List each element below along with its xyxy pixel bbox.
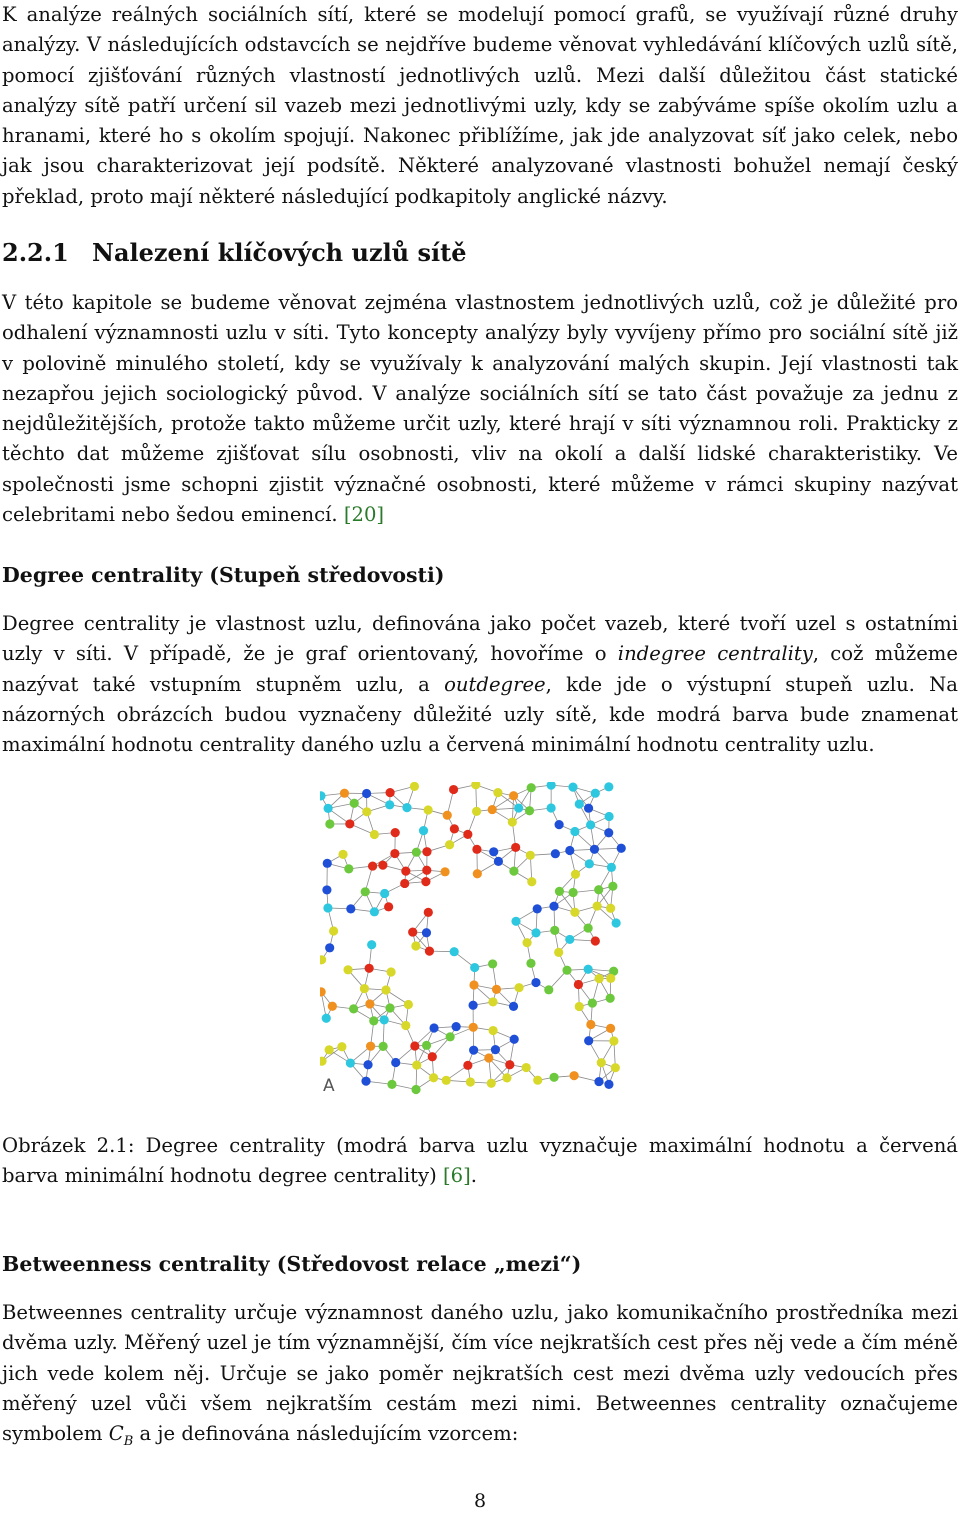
network-node (584, 1036, 593, 1045)
network-node (555, 887, 564, 896)
intro-paragraph: K analýze reálných sociálních sítí, které se modelují pomocí grafů, se využívají různé druhy analýzy. V následujících odstavcích se nejdříve budeme věnovat vyhledávání klíčových uzlů sítě, pomocí zjišťování různých vlastností jednotlivých uzlů. Mezi další důležitou část statické analýzy sítě patří určení sil vazeb mezi jednotlivými uzly, kdy se zabýváme spíše okolím uzlu a hranami, které ho s okolím spojují. Nakonec přiblížíme, jak jde analyzovat síť jako celek, nebo jak jsou charakterizovat její podsítě. Některé analyzované vlastnosti bohužel nemají český překlad, proto mají některé následující podkapitoly anglické názvy. (2, 3, 958, 208)
network-node (554, 948, 563, 957)
network-node (594, 885, 603, 894)
network-node (428, 1052, 437, 1061)
network-node (449, 785, 458, 794)
caption-citation-link[interactable]: [6] (442, 1164, 471, 1188)
network-node (452, 1022, 461, 1031)
network-node (463, 830, 472, 839)
network-figure (320, 782, 632, 1100)
network-node (473, 869, 482, 878)
network-node (588, 998, 597, 1007)
network-node (422, 928, 431, 937)
network-node (468, 1001, 477, 1010)
network-node (549, 902, 558, 911)
network-node (422, 847, 431, 856)
network-node (365, 964, 374, 973)
network-node (344, 864, 353, 873)
caption-text: Obrázek 2.1: Degree centrality (modrá barva uzlu vyznačuje maximální hodnotu a červená barva minimální hodnotu degree centrality) (2, 1134, 958, 1188)
network-node (340, 789, 349, 798)
network-node (323, 859, 332, 868)
network-node (484, 1053, 493, 1062)
network-node (412, 1060, 421, 1069)
network-node (362, 789, 371, 798)
network-node (463, 1061, 472, 1070)
network-node (370, 830, 379, 839)
network-node (379, 1042, 388, 1051)
network-node (531, 978, 540, 987)
network-node (408, 927, 417, 936)
network-node (570, 827, 579, 836)
network-node (381, 985, 390, 994)
network-node (568, 783, 577, 792)
section-number: 2.2.1 (2, 238, 69, 267)
network-node (470, 963, 479, 972)
network-node (329, 926, 338, 935)
network-node (604, 1080, 613, 1089)
network-node (425, 947, 434, 956)
network-node (606, 904, 615, 913)
network-node (322, 1014, 331, 1023)
network-node (350, 799, 359, 808)
network-node (429, 1073, 438, 1082)
degree-paragraph (2, 609, 958, 760)
network-node (505, 1060, 514, 1069)
network-node (593, 901, 602, 910)
network-node (511, 917, 520, 926)
network-node (585, 859, 594, 868)
betweenness-text-b: a je definována následujícím vzorcem: (133, 1422, 519, 1446)
network-node (586, 1020, 595, 1029)
network-node (424, 805, 433, 814)
degree-text-b: , což můžeme nazývat také vstupním stupněm uzlu, a (2, 642, 958, 696)
network-node (494, 857, 503, 866)
network-node (391, 828, 400, 837)
network-node (584, 965, 593, 974)
network-node (411, 1085, 420, 1094)
network-node (502, 1073, 511, 1082)
network-node (570, 1071, 579, 1080)
network-node (324, 804, 333, 813)
network-node (401, 867, 410, 876)
network-nodes (320, 782, 626, 1094)
network-node (412, 848, 421, 857)
network-node (410, 782, 419, 791)
network-node (590, 845, 599, 854)
network-node (565, 935, 574, 944)
network-node (386, 967, 395, 976)
network-node (402, 803, 411, 812)
network-node (617, 844, 626, 853)
section-title: Nalezení klíčových uzlů sítě (92, 238, 467, 267)
network-node (424, 908, 433, 917)
network-node (575, 799, 584, 808)
network-node (345, 819, 354, 828)
network-node (575, 1002, 584, 1011)
figure-panel-letter: A (323, 1076, 335, 1096)
network-node (369, 1016, 378, 1025)
network-node (419, 826, 428, 835)
network-node (469, 1023, 478, 1032)
network-node (522, 938, 531, 947)
network-node (346, 1058, 355, 1067)
section-paragraph (2, 288, 958, 530)
network-node (325, 943, 334, 952)
network-node (607, 863, 616, 872)
network-node (562, 966, 571, 975)
network-node (445, 840, 454, 849)
network-node (404, 1000, 413, 1009)
network-node (368, 861, 377, 870)
network-node (493, 788, 502, 797)
network-node (508, 817, 517, 826)
network-node (604, 828, 613, 837)
network-node (450, 947, 459, 956)
network-node (509, 1002, 518, 1011)
network-node (323, 903, 332, 912)
network-node (526, 959, 535, 968)
network-node (337, 1042, 346, 1051)
betweenness-text-a: Betweennes centrality určuje významnost daného uzlu, jako komunikačního prostředníka mezi dvěma uzly. Měřený uzel je tím významnější, čím více nejkratších cest přes něj vede a čím méně jich vede kolem něj. Určuje se jako poměr nejkratších cest mezi dvěma uzly vedoucích přes měřený uzel vůči všem nejkratším cestám mezi nimi. Betweennes centrality označujeme symbolem (2, 1301, 958, 1446)
network-node (522, 1063, 531, 1072)
network-node (547, 803, 556, 812)
network-node (551, 849, 560, 858)
network-node (604, 812, 613, 821)
degree-heading: Degree centrality (Stupeň středovosti) (2, 563, 445, 587)
network-node (325, 1045, 334, 1054)
network-node (489, 1026, 498, 1035)
network-node (361, 887, 370, 896)
network-node (349, 1004, 358, 1013)
network-node (570, 908, 579, 917)
network-node (565, 846, 574, 855)
betweenness-heading: Betweenness centrality (Středovost relace „mezi“) (2, 1252, 582, 1276)
network-node (338, 850, 347, 859)
network-node (492, 985, 501, 994)
network-node (544, 985, 553, 994)
symbol-sub-b: B (123, 1434, 134, 1450)
network-node (488, 959, 497, 968)
network-node (387, 1080, 396, 1089)
network-node (363, 1060, 372, 1069)
network-node (366, 1042, 375, 1051)
network-node (511, 843, 520, 852)
network-node (569, 888, 578, 897)
network-node (469, 980, 478, 989)
betweenness-paragraph (2, 1298, 958, 1457)
network-node (469, 1046, 478, 1055)
network-node (320, 987, 326, 996)
network-node (549, 1073, 558, 1082)
network-node (597, 1058, 606, 1067)
network-node (367, 940, 376, 949)
network-node (612, 918, 621, 927)
network-node (555, 820, 564, 829)
section-heading (2, 238, 466, 267)
network-node (385, 788, 394, 797)
network-node (365, 999, 374, 1008)
network-node (525, 806, 534, 815)
network-node (487, 1079, 496, 1088)
network-node (527, 783, 536, 792)
network-node (421, 877, 430, 886)
network-node (571, 870, 580, 879)
network-node (440, 867, 449, 876)
degree-em-indegree: indegree centrality (617, 642, 813, 666)
network-node (595, 974, 604, 983)
network-node (401, 1021, 410, 1030)
figure-caption (2, 1131, 958, 1192)
network-node (385, 800, 394, 809)
section-text: V této kapitole se budeme věnovat zejména vlastnostem jednotlivých uzlů, což je důležité pro odhalení významnosti uzlu v síti. Tyto koncepty analýzy byly vyvíjeny přímo pro sociální sítě již v polovině minulého století, kdy se využívaly k analyzování malých skupin. Její vlastnosti tak nezapřou jejich sociologický původ. V analýze sociálních sítí se tato část považuje za jednu z nejdůležitějších, protože takto můžeme určit uzly, které hrají v síti významnou roli. Prakticky z těchto dat můžeme zjišťovat sílu osobnosti, vliv na okolí a další lidské charakteristiky. Ve společnosti jsme schopni zjistit význačné osobnosti, které můžeme v rámci skupiny nazývat celebritami nebo šedou eminencí. (2, 291, 958, 527)
network-node (380, 889, 389, 898)
network-node (510, 1035, 519, 1044)
network-node (343, 965, 352, 974)
network-node (320, 791, 326, 800)
network-node (533, 1076, 542, 1085)
network-node (594, 1077, 603, 1086)
network-node (322, 885, 331, 894)
network-node (550, 926, 559, 935)
network-node (526, 851, 535, 860)
network-node (591, 936, 600, 945)
network-node (466, 1077, 475, 1086)
network-node (378, 861, 387, 870)
network-node (320, 1057, 327, 1066)
network-node (533, 904, 542, 913)
network-graph-image (320, 782, 632, 1100)
network-node (606, 1024, 615, 1033)
network-node (400, 879, 409, 888)
network-node (574, 980, 583, 989)
network-node (471, 782, 480, 789)
degree-em-outdegree: outdegree (444, 672, 546, 696)
network-node (328, 1002, 337, 1011)
network-node (370, 907, 379, 916)
network-node (547, 782, 556, 790)
network-node (489, 847, 498, 856)
network-node (410, 1041, 419, 1050)
network-node (391, 1058, 400, 1067)
network-node (446, 1032, 455, 1041)
network-node (609, 1036, 618, 1045)
network-node (491, 1045, 500, 1054)
network-node (606, 994, 615, 1003)
network-node (346, 904, 355, 913)
network-node (472, 807, 481, 816)
network-node (450, 824, 459, 833)
network-node (362, 807, 371, 816)
network-node (442, 1076, 451, 1085)
network-node (591, 789, 600, 798)
network-node (509, 791, 518, 800)
network-node (411, 941, 420, 950)
network-node (527, 877, 536, 886)
network-node (429, 1023, 438, 1032)
network-node (422, 1041, 431, 1050)
network-node (488, 805, 497, 814)
network-node (584, 804, 593, 813)
network-node (514, 983, 523, 992)
network-node (531, 928, 540, 937)
network-node (488, 997, 497, 1006)
network-node (325, 819, 334, 828)
symbol-c: C (108, 1422, 124, 1446)
network-node (361, 1077, 370, 1086)
network-node (472, 845, 481, 854)
page-number: 8 (473, 1490, 487, 1512)
citation-link[interactable]: [20] (343, 503, 385, 527)
network-node (584, 923, 593, 932)
network-node (390, 849, 399, 858)
network-node (514, 803, 523, 812)
degree-text-a: Degree centrality je vlastnost uzlu, definována jako počet vazeb, které tvoří uzel s ostatními uzly v síti. V případě, že je graf orientovaný, hovoříme o (2, 612, 958, 666)
network-node (604, 782, 613, 791)
network-node (608, 882, 617, 891)
caption-end: . (470, 1164, 477, 1188)
network-node (611, 1063, 620, 1072)
network-node (443, 811, 452, 820)
network-node (384, 902, 393, 911)
network-node (422, 866, 431, 875)
degree-text-c: , kde jde o výstupní stupeň uzlu. Na názorných obrázcích budou vyznačeny důležité uzly sítě, kde modrá barva bude znamenat maximální hodnotu centrality daného uzlu a červená minimální hodnotu centrality uzlu. (2, 672, 958, 757)
network-node (360, 984, 369, 993)
network-node (606, 974, 615, 983)
network-node (385, 1003, 394, 1012)
network-node (380, 1015, 389, 1024)
network-node (586, 820, 595, 829)
network-node (509, 867, 518, 876)
network-node (320, 955, 326, 964)
